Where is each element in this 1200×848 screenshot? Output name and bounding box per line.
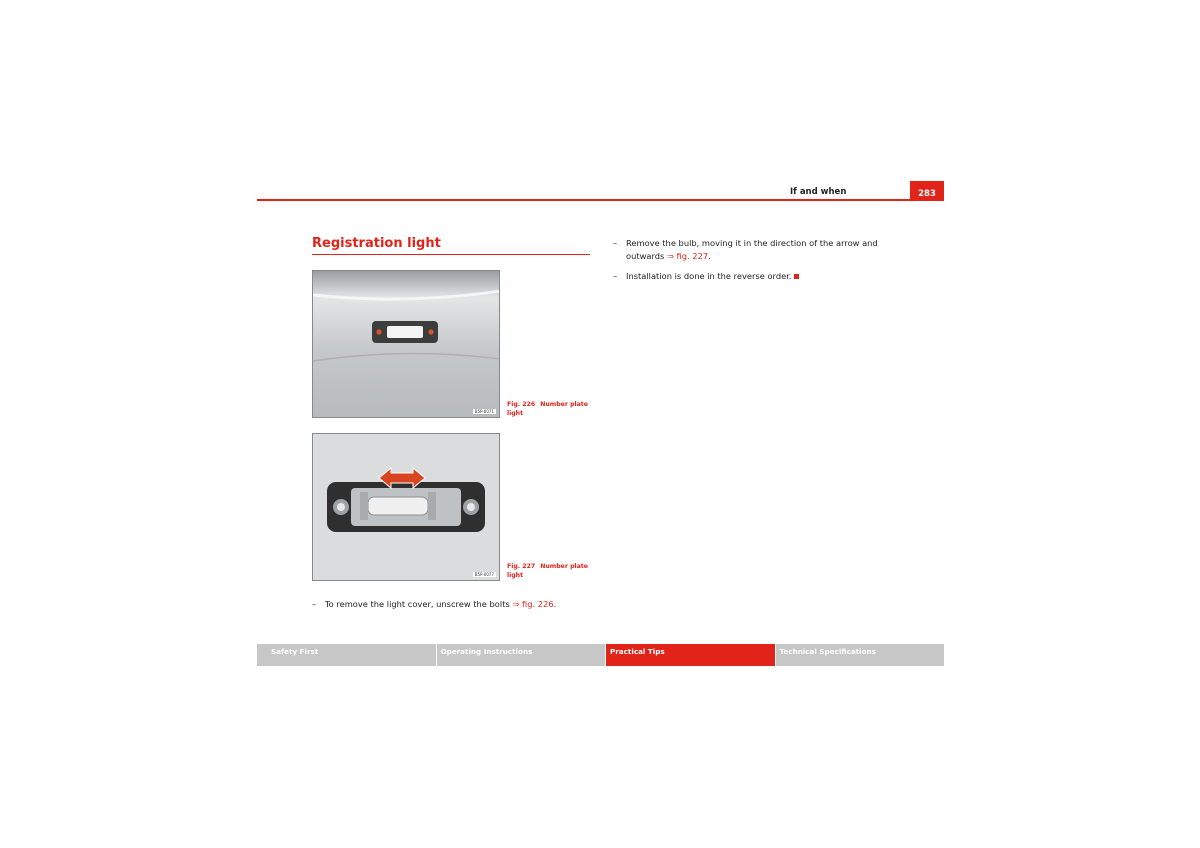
page-heading: Registration light [312, 236, 441, 251]
step-text: Installation is done in the reverse order. [626, 271, 792, 281]
step-remove-bulb [613, 237, 883, 262]
figure-227-image [312, 433, 500, 581]
figure-226-link[interactable]: ⇒ fig. 226 [512, 599, 554, 609]
figure-code: B5P-0071 [474, 409, 494, 414]
tab-safety-first[interactable]: Safety First [257, 644, 436, 666]
step-dash: – [613, 238, 618, 248]
end-of-section-icon [794, 274, 799, 279]
figure-caption-text: Number plate light [507, 401, 588, 417]
tab-technical-specifications[interactable]: Technical Specifications [776, 644, 945, 666]
figure-227-link[interactable]: ⇒ fig. 227 [666, 250, 709, 261]
figure-226-image [312, 270, 500, 418]
step-remove-cover [312, 598, 592, 611]
figure-226-caption [507, 401, 589, 418]
step-text-end: . [708, 250, 711, 261]
step-installation [613, 270, 883, 283]
page-number: 283 [910, 181, 944, 201]
figure-227-caption [507, 563, 589, 580]
step-text: Remove the bulb, moving it in the direction of the arrow and outwards [626, 238, 878, 261]
figure-code: B5P-0077 [474, 572, 494, 577]
figure-number: Fig. 227 [507, 563, 536, 570]
step-dash: – [613, 271, 618, 281]
header-rule [257, 199, 944, 201]
section-title: If and when [790, 187, 847, 197]
tab-practical-tips[interactable]: Practical Tips [606, 644, 775, 666]
heading-rule [312, 254, 590, 255]
footer-nav [257, 644, 944, 666]
figure-caption-text: Number plate light [507, 563, 588, 579]
step-dash: – [312, 599, 317, 609]
figure-number: Fig. 226 [507, 401, 536, 408]
tab-operating-instructions[interactable]: Operating Instructions [437, 644, 606, 666]
step-text-end: . [553, 599, 557, 609]
step-text: To remove the light cover, unscrew the bolts [325, 599, 513, 609]
